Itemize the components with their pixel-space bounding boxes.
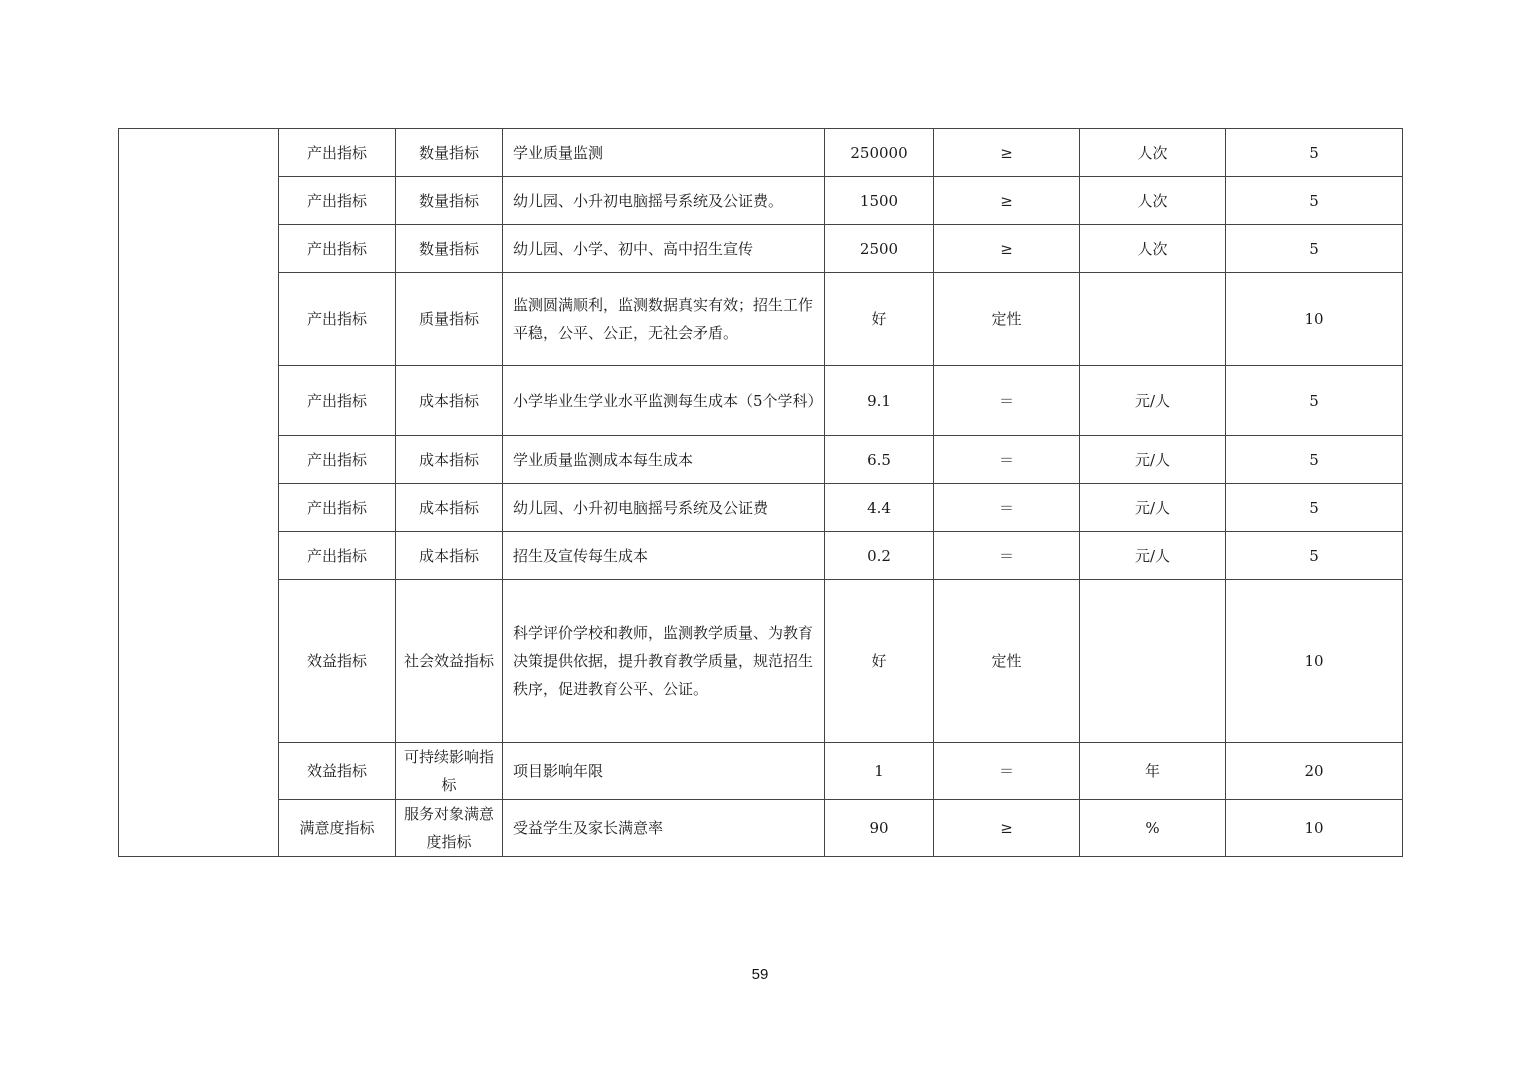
indicator-description-cell: 幼儿园、小学、初中、高中招生宣传 [503, 225, 825, 273]
indicator-description-cell: 监测圆满顺利，监测数据真实有效；招生工作平稳，公平、公正，无社会矛盾。 [503, 273, 825, 366]
indicator-description-cell: 幼儿园、小升初电脑摇号系统及公证费 [503, 484, 825, 532]
level2-indicator-cell: 质量指标 [396, 273, 503, 366]
operator-cell: ≥ [934, 225, 1080, 273]
target-value-cell: 好 [825, 580, 934, 743]
weight-cell: 5 [1226, 129, 1403, 177]
table-row [119, 580, 1403, 743]
target-value-cell: 好 [825, 273, 934, 366]
unit-cell [1080, 273, 1226, 366]
table-row [119, 129, 1403, 177]
level2-indicator-cell: 数量指标 [396, 225, 503, 273]
unit-cell: 元/人 [1080, 366, 1226, 436]
table-row [119, 177, 1403, 225]
target-value-cell: 250000 [825, 129, 934, 177]
operator-cell: ＝ [934, 532, 1080, 580]
operator-cell: ≥ [934, 129, 1080, 177]
operator-cell: 定性 [934, 580, 1080, 743]
target-value-cell: 9.1 [825, 366, 934, 436]
indicator-description-cell: 受益学生及家长满意率 [503, 800, 825, 857]
target-value-cell: 1 [825, 743, 934, 800]
unit-cell: 元/人 [1080, 484, 1226, 532]
weight-cell: 10 [1226, 273, 1403, 366]
table-row [119, 484, 1403, 532]
indicator-description-cell: 学业质量监测成本每生成本 [503, 436, 825, 484]
level1-indicator-cell: 产出指标 [279, 532, 396, 580]
operator-cell: 定性 [934, 273, 1080, 366]
level2-indicator-cell: 成本指标 [396, 436, 503, 484]
level2-indicator-cell: 数量指标 [396, 177, 503, 225]
operator-cell: ＝ [934, 484, 1080, 532]
level1-indicator-cell: 效益指标 [279, 580, 396, 743]
target-value-cell: 90 [825, 800, 934, 857]
unit-cell: % [1080, 800, 1226, 857]
level1-indicator-cell: 产出指标 [279, 177, 396, 225]
level1-indicator-cell: 产出指标 [279, 366, 396, 436]
operator-cell: ＝ [934, 743, 1080, 800]
target-value-cell: 4.4 [825, 484, 934, 532]
operator-cell: ≥ [934, 177, 1080, 225]
level1-indicator-cell: 产出指标 [279, 484, 396, 532]
unit-cell: 人次 [1080, 129, 1226, 177]
weight-cell: 5 [1226, 436, 1403, 484]
level1-indicator-cell: 效益指标 [279, 743, 396, 800]
unit-cell: 年 [1080, 743, 1226, 800]
target-value-cell: 0.2 [825, 532, 934, 580]
level2-indicator-cell: 成本指标 [396, 366, 503, 436]
indicator-description-cell: 学业质量监测 [503, 129, 825, 177]
unit-cell [1080, 580, 1226, 743]
table-row [119, 532, 1403, 580]
unit-cell: 人次 [1080, 177, 1226, 225]
weight-cell: 5 [1226, 177, 1403, 225]
level1-indicator-cell: 产出指标 [279, 273, 396, 366]
indicator-description-cell: 招生及宣传每生成本 [503, 532, 825, 580]
level2-indicator-cell: 可持续影响指标 [396, 743, 503, 800]
level2-indicator-cell: 数量指标 [396, 129, 503, 177]
weight-cell: 5 [1226, 532, 1403, 580]
level1-indicator-cell: 产出指标 [279, 225, 396, 273]
table-row [119, 800, 1403, 857]
unit-cell: 元/人 [1080, 436, 1226, 484]
table-row [119, 225, 1403, 273]
operator-cell: ≥ [934, 800, 1080, 857]
weight-cell: 5 [1226, 484, 1403, 532]
level1-indicator-cell: 产出指标 [279, 129, 396, 177]
weight-cell: 5 [1226, 366, 1403, 436]
operator-cell: ＝ [934, 436, 1080, 484]
page-number: 59 [751, 966, 769, 983]
target-value-cell: 6.5 [825, 436, 934, 484]
unit-cell: 人次 [1080, 225, 1226, 273]
indicator-description-cell: 幼儿园、小升初电脑摇号系统及公证费。 [503, 177, 825, 225]
performance-indicator-table [118, 128, 1403, 857]
table-row [119, 436, 1403, 484]
level2-indicator-cell: 服务对象满意度指标 [396, 800, 503, 857]
level2-indicator-cell: 成本指标 [396, 532, 503, 580]
operator-cell: ＝ [934, 366, 1080, 436]
target-value-cell: 2500 [825, 225, 934, 273]
indicator-description-cell: 小学毕业生学业水平监测每生成本（5个学科） [503, 366, 825, 436]
indicator-description-cell: 项目影响年限 [503, 743, 825, 800]
level1-indicator-cell: 满意度指标 [279, 800, 396, 857]
table-row [119, 273, 1403, 366]
weight-cell: 10 [1226, 580, 1403, 743]
merged-blank-cell [119, 129, 279, 857]
unit-cell: 元/人 [1080, 532, 1226, 580]
level1-indicator-cell: 产出指标 [279, 436, 396, 484]
indicator-description-cell: 科学评价学校和教师，监测教学质量、为教育决策提供依据，提升教育教学质量，规范招生秩序，促进教育公平、公证。 [503, 580, 825, 743]
level2-indicator-cell: 成本指标 [396, 484, 503, 532]
weight-cell: 10 [1226, 800, 1403, 857]
level2-indicator-cell: 社会效益指标 [396, 580, 503, 743]
target-value-cell: 1500 [825, 177, 934, 225]
table-row [119, 366, 1403, 436]
table-row [119, 743, 1403, 800]
weight-cell: 5 [1226, 225, 1403, 273]
weight-cell: 20 [1226, 743, 1403, 800]
